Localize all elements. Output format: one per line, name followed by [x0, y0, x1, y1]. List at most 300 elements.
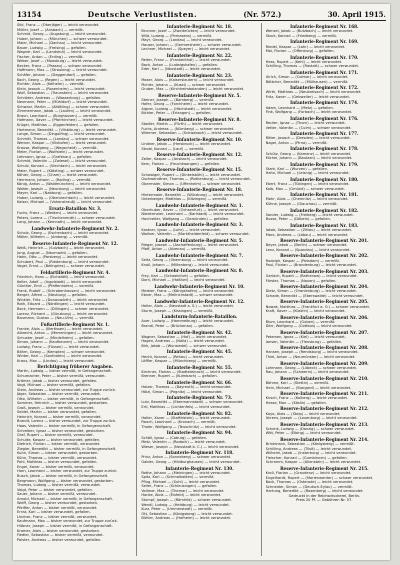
- list-entry: Ebert, Franz — (Tübingen) — leicht verwundet.: [265, 182, 350, 187]
- list-entry: Hesse, Max — (Köslin) — gefallen.: [265, 400, 327, 405]
- list-entry: Jäger, Sebastian — bisher vermißt, verwundet.: [17, 392, 101, 397]
- list-entry: Kraft, Xaver — (Küstrin) — leicht verwundet.: [265, 309, 346, 314]
- list-entry: Jung, August — (Neumarkt) — gefallen.: [17, 250, 88, 255]
- list-entry: Sander, Ludwig — (Freiberg) — leicht verwundet.: [265, 212, 354, 217]
- list-entry: Pichler, Johann — (Kusel) — schwer verwundet.: [141, 82, 227, 87]
- list-entry: Fritz, Xaver — (Gebweiler) — leicht verwundet.: [265, 94, 351, 99]
- section-heading: Landwehr-Infanterie-Regiment Nr. 7.: [155, 253, 244, 259]
- page-header: [17, 8, 386, 21]
- list-entry: Ziegler, Benedikt — bisher vermißt, in Gefangenschaft.: [17, 446, 117, 451]
- list-entry: Wagner, Sebastian — (Hof) — leicht verwundet.: [141, 334, 228, 339]
- list-entry: Schmid, Valentin — (Zwiesel) — leicht verwundet.: [17, 159, 107, 164]
- list-entry: Lehmann, Ignaz — (Grafenau) — gefallen.: [17, 154, 93, 159]
- section-heading: Infanterie-Regiment Nr. 23.: [166, 72, 233, 78]
- list-entry: Schubert, Paul — (Riedenburg) — leicht verwundet.: [17, 259, 110, 264]
- list-entry: Ebner, Max — (Mellrichstadt) — schwer verwundet.: [141, 293, 234, 298]
- list-entry: Lang, Johann — (Kemnath) — leicht verwundet.: [17, 220, 103, 225]
- list-entry: Graf, Rupert — bisher vermißt, verwundet.: [17, 433, 94, 438]
- list-entry: Kraus, Max — (Lindau) — leicht verwundet.: [17, 358, 95, 363]
- list-entry: Huber, Ludwig — (Oberviechtach) — leicht verwundet.: [17, 195, 116, 200]
- section-heading: Landwehr-Infanterie-Regiment Nr. 12.: [154, 298, 245, 304]
- section-heading: Reserve-Infanterie-Regiment Nr. 206.: [280, 314, 369, 320]
- section-heading: Landwehr-Infanterie-Regiment Nr. 3.: [155, 222, 244, 228]
- section-heading: Reserve-Infanterie-Regiment Nr. 213.: [280, 421, 369, 427]
- list-entry: Wolff, Georg — bisher verwundet, gestorben.: [17, 501, 99, 506]
- section-heading: Infanterie-Regiment Nr. 177.: [290, 131, 359, 137]
- list-entry: Stumpf, Joseph — (Römhild) — schwer verwundet.: [141, 498, 232, 503]
- list-entry: Lindner, Franz — bisher vermißt, verwundet.: [17, 514, 98, 519]
- section-heading: Reserve-Infanterie-Regiment Nr. 214.: [280, 437, 369, 443]
- list-entry: Pfaff, Anton — (Alzenau) — vermißt.: [141, 247, 207, 252]
- section-heading: Reserve-Infanterie-Regiment Nr. 12.: [156, 152, 243, 158]
- list-entry: Hofer, Georg — (Forchheim) — leicht verwundet.: [141, 102, 230, 107]
- list-entry: Blum, Leonhard — (Guben) — vermißt.: [265, 319, 336, 324]
- list-entry: Kroll, Florian — (Graudenz) — leicht verwundet.: [265, 471, 352, 476]
- list-entry: Vogel, Ernst — (Beilngries) — schwer verwundet.: [17, 264, 105, 269]
- list-entry: Müller, Josef — (Ansbach) — vermißt.: [17, 27, 84, 32]
- list-entry: Schuster, Josef — (Mindelheim) — gefallen.: [17, 335, 95, 340]
- list-entry: Paul, Florian — (Brandenburg) — leicht verwundet.: [265, 263, 358, 268]
- list-entry: Schwaiger, Rupert — (Dinkelsbühl) — leicht verwundet.: [141, 172, 242, 177]
- section-heading: Infanterie-Regiment Nr. 118.: [165, 450, 234, 456]
- list-entry: Hahn, Otto — (Parsberg) — leicht verwundet.: [17, 255, 99, 260]
- list-entry: Strobl, Konrad — (Lauf) — vermißt.: [141, 146, 205, 151]
- list-entry: Lutz, Benedikt — (Ebermannstadt) — schwer verwundet.: [141, 400, 244, 405]
- list-entry: Ulrich, Simon — (Colmar) — leicht verwundet.: [265, 75, 349, 80]
- section-heading: Infanterie-Regiment Nr. 18.: [166, 24, 233, 29]
- list-entry: Steiner, Joseph — (Bamberg) — vermißt.: [141, 97, 215, 102]
- section-heading: Reserve-Infanterie-Regiment Nr. 211.: [280, 391, 369, 397]
- section-heading: Infanterie-Regiment Nr. 172.: [290, 85, 359, 91]
- list-entry: Gschwendtner, Thomas — (Rothenburg) — leicht verwundet.: [141, 177, 251, 182]
- list-entry: Kolb, Max — (Gmünd) — schwer verwundet.: [265, 186, 345, 191]
- list-entry: Engelhardt, Rupert — (Marienwerder) — schwer verwundet.: [265, 475, 374, 480]
- list-entry: Hintermaier, Benedikt — (Würzburg) — leicht verwundet.: [141, 192, 245, 197]
- section-heading: Infanterie-Regiment Nr. 22.: [166, 52, 233, 58]
- list-entry: Kern, Florian — (Feuchtwangen) — gefallen.: [141, 161, 221, 166]
- section-heading: Reserve-Infanterie-Regiment Nr. 212.: [280, 406, 369, 412]
- list-entry: Albrecht, Anton — (Memmingen) — leicht verwundet.: [17, 331, 114, 336]
- section-heading: Infanterie-Regiment Nr. 178.: [290, 146, 359, 152]
- list-entry: Mayer, Karl — (Nabburg) — gefallen.: [17, 191, 83, 196]
- list-entry: Wallner, Valentin — (Marktheidenfeld) — schwer verwundet.: [141, 232, 250, 237]
- section-heading: Reserve-Infanterie-Regiment Nr. 205.: [280, 299, 369, 305]
- columns-container: [17, 23, 386, 556]
- section-heading: Berichtigung früherer Angaben.: [37, 364, 114, 370]
- list-entry: Braun, Leonhard — (Burghausen) — vermißt.: [17, 113, 98, 118]
- section-heading: Reserve-Infanterie-Regiment Nr. 8.: [158, 117, 241, 123]
- list-entry: Wimmer, Sebastian — (Schwabach) — leicht verwundet.: [141, 131, 243, 136]
- list-entry: Hölzl, Simon — (Pegnitz) — leicht verwundet.: [141, 389, 223, 394]
- list-entry: Voigt, Peter — bisher verwundet, gefallen.: [17, 487, 93, 492]
- list-entry: Weiß, Heinrich — (Sulzbach) — leicht verwundet.: [17, 246, 106, 251]
- list-entry: Ritter, Joseph — (Dresden) — leicht verwundet.: [265, 136, 351, 141]
- list-entry: Ahrens, Joseph — (Lauenburg) — leicht verwundet.: [265, 416, 358, 421]
- list-entry: Kirsch, Franz — (Kolberg) — leicht verwundet.: [265, 396, 349, 401]
- section-heading: Infanterie-Regiment Nr. 179.: [290, 161, 359, 167]
- section-heading: Infanterie-Regiment Nr. 45.: [166, 349, 233, 355]
- section-heading: Infanterie-Regiment Nr. 94.: [166, 430, 233, 436]
- list-entry: Hagen, Andreas — (Naila) — leicht verwundet.: [141, 339, 226, 344]
- list-entry: Oberhuber, Xaver — (Ochsenfurt) — leicht verwundet.: [141, 207, 240, 212]
- section-heading: Reserve-Infanterie-Regiment Nr. 204.: [280, 284, 369, 290]
- section-heading: Reserve-Infanterie-Regiment Nr. 201.: [280, 238, 369, 244]
- list-entry: Engel, Xaver — bisher vermißt, verwundet.: [17, 464, 95, 469]
- list-entry: Mai, Florian — (Offenburg) — gefallen.: [265, 49, 335, 54]
- section-heading: Reserve-Infanterie-Regiment Nr. 209.: [280, 360, 369, 366]
- section-heading: Reserve-Infanterie-Regiment Nr. 207.: [280, 329, 369, 335]
- list-entry: Schütz, Georg — (Kamenz) — leicht verwundet.: [265, 151, 352, 156]
- list-entry: Hansen, Joseph — (Rendsburg) — leicht verwundet.: [265, 350, 359, 355]
- list-entry: Koch, Georg — (Regen) — leicht verwundet.: [17, 77, 97, 82]
- list-entry: Arnold, Michael — bisher vermißt, in Gefangenschaft.: [17, 496, 114, 501]
- list-entry: Berger, Alfred — (Neuburg) — gefallen.: [17, 293, 88, 298]
- section-heading: Infanterie-Regiment Nr. 181.: [290, 192, 359, 198]
- list-entry: Otto, Wilhelm — bisher vermißt, in Gefangenschaft.: [17, 396, 110, 401]
- list-entry: Werner, Kaspar — (Vilshofen) — leicht verwundet.: [17, 141, 107, 146]
- list-entry: Böttcher, Benedikt — (Mülhausen) — vermißt.: [265, 79, 349, 84]
- list-entry: Haller, Xaver — (Staffelstein) — leicht verwundet.: [141, 415, 231, 420]
- section-heading: Infanterie-Regiment Nr. 66.: [166, 379, 233, 385]
- list-entry: Förster, Thomas — (Nauen) — gefallen.: [265, 278, 337, 283]
- list-entry: Lindner, Jakob — (Hersbruck) — leicht verwundet.: [141, 142, 232, 147]
- section-heading: Reserve-Infanterie-Regiment Nr. 203.: [280, 268, 369, 274]
- list-entry: Schröder, Andreas — (Wasserburg) — gefallen.: [17, 95, 102, 100]
- list-entry: Birk, Jakob — (Wunsiedel) — schwer verwundet.: [141, 343, 228, 348]
- list-entry: Stadler, Martin — (Fürth) — leicht verwundet.: [141, 122, 224, 127]
- list-entry: Schenk, Ludwig — (Danzig) — schwer verwundet.: [265, 426, 355, 431]
- list-entry: Schumacher, Peter — bisher vermißt, verwundet.: [17, 373, 106, 378]
- list-entry: König, Anton — (Waldmünchen) — leicht verwundet.: [17, 182, 112, 187]
- list-entry: Böhme, Karl — (Stettin) — vermißt.: [265, 381, 330, 386]
- list-entry: Meier, Florian — (Wolfstein) — leicht verwundet.: [17, 150, 105, 155]
- section-heading: Reserve-Infanterie-Regiment Nr. 12.: [32, 241, 118, 247]
- list-entry: Moser, Alois — (Kaiserslautern) — leicht verwundet.: [141, 77, 235, 82]
- list-entry: Reiter, Franz — (Frankenthal) — leicht verwundet.: [141, 58, 231, 63]
- section-heading: Reserve-Infanterie-Regiment Nr. 10.: [156, 136, 243, 142]
- footer-note: Gedruckt in der Reichsdruckerei, Berlin.: [288, 493, 361, 498]
- list-entry: Heinrich, Konrad — bisher vermißt, verwundet.: [17, 414, 102, 419]
- list-entry: Mayr, Georg — (Landau) — leicht verwundet.: [141, 38, 223, 43]
- list-entry: Spitz, Karl — (Schmalkalden) — vermißt.: [141, 475, 215, 480]
- list-entry: Fischer, Anton — (Erding) — vermißt.: [17, 54, 84, 59]
- list-entry: Aigner, Ludwig — (Höchstadt) — leicht verwundet.: [141, 106, 233, 111]
- list-entry: Böhm, Georg — (Kempten) — schwer verwundet.: [17, 349, 106, 354]
- list-entry: Richter, Alois — (Kelheim) — vermißt.: [17, 82, 85, 87]
- section-heading: Landwehr-Infanterie-Regiment Nr. 5.: [155, 237, 244, 243]
- list-entry: Wenzel, Jakob — (Butzbach) — leicht verwundet.: [265, 29, 354, 34]
- list-entry: Nowak, Matthias — (Frankfurt a. O.) — schwer verwundet.: [265, 304, 371, 309]
- list-entry: Sauer, Johann — bisher vermißt, verwundet.: [17, 492, 97, 497]
- list-entry: Herrmann, Johann — (Roding) — vermißt.: [17, 177, 92, 182]
- list-entry: Petersen, Ignaz — (Kiel) — leicht verwundet.: [265, 335, 346, 340]
- list-entry: Wirth, Matthias — (Neubreisach) — leicht verwundet.: [265, 90, 362, 95]
- list-entry: Schäfer, Johann — (Deggendorf) — gefallen.: [17, 73, 97, 78]
- list-entry: Schreiber, Ignaz — bisher verwundet, gestorben.: [17, 428, 106, 433]
- list-entry: Neumann, Peter — (Mühldorf) — leicht verwundet.: [17, 100, 108, 105]
- list-entry: Bichler, Peter — (Erlangen) — gefallen.: [141, 111, 212, 116]
- section-heading: Reserve-Infanterie-Regiment Nr. 15.: [156, 167, 243, 173]
- list-entry: Pfeiffer, Anton — bisher vermißt, verwundet.: [17, 505, 98, 510]
- section-heading: Infanterie-Regiment Nr. 55.: [166, 364, 233, 370]
- list-entry: Schilling, Thomas — (Rastatt) — schwer verwundet.: [265, 64, 360, 69]
- list-entry: Jansen, Valentin — (Flensburg) — gefallen.: [265, 339, 343, 344]
- list-entry: Martin, Ludwig — bisher vermißt, in Gefangenschaft.: [17, 369, 112, 374]
- list-entry: Ludwig, Franz — (Füssen) — leicht verwundet.: [17, 345, 100, 350]
- publication-title: Deutsche Verlustlisten.: [87, 9, 198, 19]
- section-heading: Reserve-Infanterie-Regiment Nr. 215.: [280, 465, 369, 471]
- list-entry: Wieser, Joseph — (Neustadt b. C.) — leicht verwundet.: [141, 444, 240, 449]
- list-entry: Günther, Emil — (Pfaffenhofen) — vermißt.: [17, 284, 95, 289]
- list-entry: Schwarz, Martin — (Altötting) — schwer verwundet.: [17, 104, 111, 109]
- section-heading: Reserve-Infanterie-Regiment Nr. 18.: [156, 187, 243, 193]
- list-entry: Maier, Rupert — (Kötzting) — schwer verwundet.: [17, 168, 105, 173]
- list-entry: Simon, Johann — (Kaufbeuren) — leicht verwundet.: [17, 340, 110, 345]
- list-entry: Winter, Karl — (Sonthofen) — leicht verwundet.: [17, 354, 103, 359]
- list-entry: Kirchner, Florian — (Stadtsteinach) — leicht verwundet.: [141, 369, 242, 374]
- list-entry: Peters, Lorenz — (Tirschenreuth) — schwer verwundet.: [17, 215, 116, 220]
- list-entry: Wolf, Sebastian — (Traunstein) — leicht verwundet.: [17, 91, 110, 96]
- section-heading: Infanterie-Regiment Nr. 180.: [290, 176, 359, 182]
- list-entry: Adam, Leonhard — (Metz) — gefallen.: [265, 105, 334, 110]
- list-entry: Schmid, Georg — (Augsburg) — leicht verwundet.: [17, 32, 107, 37]
- section-heading: Feldartillerie-Regiment Nr. 4.: [40, 269, 110, 275]
- list-entry: Hartung, Benedikt — (Rosenberg) — leicht verwundet.: [265, 489, 364, 494]
- list-entry: Vogt, Michael — bisher vermißt, gefallen.: [17, 383, 92, 388]
- list-entry: Walter, Joseph — (Neunburg) — leicht verwundet.: [17, 186, 107, 191]
- list-entry: Schramm, Kaspar — (Allenstein) — leicht verwundet.: [265, 460, 362, 465]
- list-entry: Lange, Simon — (Dingolfing) — leicht verwundet.: [17, 132, 106, 137]
- section-heading: Reserve-Infanterie-Regiment Nr. 202.: [280, 253, 369, 259]
- list-entry: Brunner, Josef — (Zweibrücken) — leicht verwundet.: [141, 29, 236, 34]
- section-heading: Reserve-Infanterie-Regiment Nr. 208.: [280, 345, 369, 351]
- list-entry: Auer, Ludwig — (Hammelburg) — leicht verwundet.: [141, 319, 235, 324]
- list-entry: Ernst, Karl — bisher verwundet, gefallen.: [17, 510, 91, 515]
- list-entry: Dorn, Michael — (Haßfurt) — leicht verwundet.: [141, 278, 226, 283]
- list-entry: Zeller, Kaspar — (Ansbach) — leicht verwundet.: [141, 157, 228, 162]
- list-entry: Kramer, Alois — bisher verwundet, gestorben.: [17, 528, 101, 533]
- list-entry: Brandt, Lorenz — bisher verwundet, zur Truppe zurück.: [17, 419, 117, 424]
- list-entry: Schulz, Konrad — (Viechtach) — leicht verwundet.: [17, 163, 108, 168]
- list-entry: Witt, Peter — (Elbing) — leicht verwundet.: [265, 431, 342, 436]
- list-entry: Hartmann, Benedikt — (Vilsbiburg) — leicht verwundet.: [17, 127, 117, 132]
- section-heading: Ersatz-Bataillon Nr. 3.: [48, 205, 102, 211]
- list-entry: Stock, Konrad — (Friedberg) — vermißt.: [265, 33, 338, 38]
- list-entry: Schöll, Ignaz — (Coburg) — gefallen.: [141, 435, 208, 440]
- list-entry: Fleischer, Konrad — (Gumbinnen) — gefallen.: [265, 455, 348, 460]
- list-entry: Krüger, Matthias — (Eggenfelden) — gefallen.: [17, 123, 100, 128]
- list-entry: Kuhn, Simon — bisher verwundet, gestorben.: [17, 451, 99, 456]
- list-entry: Weber, Josef — (Moosburg) — leicht verwundet.: [17, 59, 103, 64]
- list-entry: Rothe, Johann — (Meiningen) — leicht verwundet.: [141, 470, 231, 475]
- list-entry: Polster, Andreas — bisher verwundet, gefallen.: [17, 537, 102, 542]
- list-entry: Pflug, Michael — (Suhl) — leicht verwundet.: [141, 479, 221, 484]
- list-entry: Hecht, Konrad — (Rehau) — leicht verwundet.: [141, 354, 225, 359]
- section-heading: Landwehr-Infanterie-Regiment Nr. 8.: [155, 268, 244, 274]
- list-entry: Stark, Karl — (Wurzen) — gefallen.: [265, 166, 329, 171]
- list-entry: Lenz, Konrad — (Spandau) — leicht verwundet.: [265, 247, 351, 252]
- list-entry: Schade, Benedikt — (Eberswalde) — leicht verwundet.: [265, 293, 364, 298]
- list-entry: Beyer, Jakob — (Berlin) — schwer verwundet.: [265, 243, 348, 248]
- list-entry: Hochreiter, Wolfgang — (Gemünden) — gefallen.: [141, 216, 230, 221]
- list-entry: Dörr, Wolfgang — (Cottbus) — leicht verwundet.: [265, 324, 353, 329]
- list-entry: Seiler, Franz — (Schleusingen) — gefallen.: [141, 484, 218, 489]
- list-entry: Holzer, Thomas — (Bayreuth) — leicht verwundet.: [141, 385, 232, 390]
- list-entry: Hess, Rupert — (Kehl) — leicht verwundet.: [265, 59, 343, 64]
- list-entry: Busch, Jakob — bisher vermißt, in Gefangenschaft.: [17, 473, 109, 478]
- list-entry: Roth, Eduard — (Nördlingen) — leicht verwundet.: [17, 302, 106, 307]
- list-entry: Rieger, Joseph — (Aschaffenburg) — leicht verwundet.: [141, 242, 240, 247]
- list-entry: Wild, Ludwig — (Pirmasens) — vermißt.: [141, 33, 213, 38]
- list-entry: Obermaier, Simon — (Uffenheim) — schwer verwundet.: [141, 181, 242, 186]
- list-entry: Lohmann, Georg — (Lübeck) — schwer verwundet.: [265, 365, 358, 370]
- list-entry: Löffler, Kaspar — (Münchberg) — vermißt.: [141, 359, 217, 364]
- list-entry: Fuchs, Franz — (Weiden) — leicht verwundet.: [17, 211, 99, 216]
- list-entry: Frank, Rudolf — (Schrobenhausen) — leicht verwundet.: [17, 288, 117, 293]
- list-entry: Frey, Karl — (Schweinfurt) — gefallen.: [141, 273, 210, 278]
- list-entry: Michel, Johann — (Bautzen) — leicht verwundet.: [265, 156, 353, 161]
- list-entry: Haas, Valentin — bisher vermißt, in Gefangenschaft.: [17, 423, 112, 428]
- list-entry: Kaufmann, Max — bisher verwundet, zur Truppe zurück.: [17, 519, 118, 524]
- list-entry: Niedermaier, Leonhard — (Karlstadt) — leicht verwundet.: [141, 212, 245, 217]
- list-entry: Prinz, Anton — (Sonneberg) — schwer verwundet.: [141, 455, 232, 460]
- list-entry: Kühn, Thomas — bisher vermißt, verwundet.: [17, 455, 98, 460]
- list-entry: Ertl, Matthias — (Lichtenfels) — leicht verwundet.: [141, 405, 231, 409]
- list-entry: Schmitt, Thomas — (Landau) — schwer verwundet.: [17, 136, 110, 141]
- section-heading: Infanterie-Regiment Nr. 82.: [166, 410, 233, 416]
- column-2: [141, 23, 261, 556]
- list-entry: Hanke, Alois — (Eisfeld) — leicht verwundet.: [141, 493, 222, 498]
- list-entry: Hahn, Michael — (Leisnig) — leicht verwundet.: [265, 171, 350, 176]
- list-entry: Rau, Johann — (Schwerin) — leicht verwundet.: [265, 370, 350, 375]
- list-entry: Lechner, Michael — (Speyer) — leicht verwundet.: [141, 47, 231, 52]
- list-entry: Heller, Alois — (Neustadt a. S.) — leicht verwundet.: [141, 304, 235, 309]
- list-entry: Huber, Johann — (München) — schwer verwundet.: [17, 36, 108, 41]
- list-entry: Gruber, Max — (Kirchheimbolanden) — leicht verwundet.: [141, 87, 245, 92]
- list-entry: Kaya, Alois — (Stolp) — leicht verwundet.: [265, 411, 341, 416]
- list-entry: Vollmer, Max — (Themar) — leicht verwundet.: [141, 488, 225, 493]
- list-entry: Beck, Hermann — (Dillingen) — schwer verwundet.: [17, 306, 110, 311]
- section-heading: Infanterie-Regiment Nr. 42.: [166, 329, 233, 335]
- list-entry: Eder, Karl — (Neustadt) — leicht verwundet.: [141, 67, 222, 72]
- section-heading: Reserve-Infanterie-Regiment Nr. 5.: [158, 92, 241, 98]
- list-entry: Unterberger, Matthias — (Kitzingen) — vermißt.: [141, 197, 228, 202]
- list-entry: Jakob, Sebastian — (Zittau) — leicht verwundet.: [265, 228, 353, 233]
- section-heading: Infanterie-Regiment Nr. 171.: [290, 69, 359, 75]
- list-entry: Hübner, Joseph — bisher vermißt, in Gefangenschaft.: [17, 524, 113, 528]
- list-entry: Kühne, Joseph — (Glauchau) — vermißt.: [265, 202, 338, 207]
- list-entry: Metz, Valentin — (Rodach) — leicht verwundet.: [141, 440, 226, 445]
- section-heading: Landwehr-Infanterie-Regiment Nr. 1.: [155, 202, 244, 208]
- list-entry: Scholz, Georg — (Eschenbach) — leicht verwundet.: [17, 230, 110, 235]
- column-1: [17, 23, 137, 556]
- section-heading: Infanterie-Regiment Nr. 169.: [290, 39, 359, 45]
- list-entry: Hoffmann, Max — (Straubing) — leicht verwundet.: [17, 68, 108, 73]
- list-entry: Hauser, Johann — (Germersheim) — schwer verwundet.: [141, 42, 242, 47]
- list-entry: Dietrich, Florian — bisher vermißt, verwundet.: [17, 442, 101, 447]
- section-heading: Reserve-Infanterie-Regiment Nr. 210.: [280, 375, 369, 381]
- list-entry: Seitz, Georg — (Obernburg) — leicht verwundet.: [141, 258, 229, 263]
- list-entry: Kastner, Ignaz — (Lohr) — leicht verwundet.: [141, 227, 221, 232]
- list-entry: Sturm, Joseph — (Kissingen) — vermißt.: [141, 308, 214, 313]
- list-entry: Seidel, Martin — bisher verwundet, gefallen.: [17, 410, 97, 415]
- list-entry: Brandl, Peter — (Brückenau) — gefallen.: [141, 323, 214, 328]
- list-entry: Friedrich, Hans — (Eichstätt) — leicht verwundet.: [17, 275, 106, 280]
- list-entry: Krämer, Jakob — bisher verwundet, gefallen.: [17, 378, 98, 383]
- list-entry: Baumann, Gustav — (Neu-Ulm) — vermißt.: [17, 316, 95, 321]
- list-entry: Bock, Thomas — (Osterode) — leicht verwundet.: [265, 480, 354, 485]
- section-heading: Infanterie-Regiment Nr. 174.: [290, 100, 359, 106]
- list-entry: Knoll, Johann — (Miltenberg) — leicht verwundet.: [141, 262, 230, 267]
- list-entry: Kurz, Peter — (Ummerstadt) — vermißt.: [141, 507, 213, 512]
- list-entry: Gerlach, Rupert — (Rathenow) — leicht verwundet.: [265, 273, 358, 278]
- section-heading: Infanterie-Regiment Nr. 170.: [290, 54, 359, 60]
- list-entry: Fink, Wolfgang — (Forbach) — leicht verwundet.: [265, 110, 353, 115]
- list-entry: Reuter, Ignaz — (Thorn) — leicht verwundet.: [265, 120, 346, 125]
- list-entry: Marx, Andreas — (Löbau) — leicht verwundet.: [265, 232, 349, 237]
- section-heading: Landsturm-Infanterie-Bataillon.: [161, 314, 238, 320]
- list-entry: Groß, Joseph — bisher vermißt, verwundet.: [17, 405, 95, 410]
- list-entry: Krause, Wolfgang — (Wegscheid) — vermißt.: [17, 145, 98, 150]
- list-entry: Vetter, Valentin — (Culm) — schwer verwundet.: [265, 125, 352, 130]
- list-entry: Fuchs, Andreas — (Nürnberg) — schwer verwundet.: [141, 126, 235, 131]
- list-entry: Fiedler, Sebastian — bisher vermißt, verwundet.: [17, 533, 104, 538]
- section-heading: Fußartillerie-Regiment Nr. 1.: [40, 321, 110, 327]
- section-heading: Infanterie-Regiment Nr. 176.: [290, 115, 359, 121]
- list-entry: Möller, Wilhelm — (Amberg) — vermißt.: [17, 235, 89, 240]
- section-heading: Infanterie-Regiment Nr. 183.: [290, 222, 359, 228]
- list-entry: Bühler, Andreas — (Hofheim) — leicht verwundet.: [141, 516, 232, 521]
- list-entry: Sibl, Franz — (Oberjäger) — leicht verwundet.: [17, 23, 100, 27]
- list-entry: Busse, Peter — (Döbeln) — gefallen.: [265, 217, 331, 222]
- list-entry: Thiel, Anton — (Neumünster) — leicht verwundet.: [265, 354, 356, 359]
- list-entry: Gabler, Georg — (Hildburghausen) — leicht verwundet.: [141, 459, 241, 464]
- list-entry: Winkler, Fritz — (Donauwörth) — leicht verwundet.: [17, 297, 109, 302]
- list-entry: Rudolph, Kaspar — (Potsdam) — vermißt.: [265, 258, 341, 263]
- list-entry: Riedel, Kaspar — (Lahr) — leicht verwundet.: [265, 44, 346, 49]
- list-entry: Schulte, Kaspar — bisher verwundet, gefallen.: [17, 437, 101, 442]
- list-entry: Stein, Andreas — bisher verwundet, zur Truppe zurück.: [17, 387, 117, 392]
- list-entry: Bauer, Ludwig — (Freising) — gefallen.: [17, 45, 87, 50]
- list-entry: Horn, Leonhard — bisher verwundet, zur Truppe zurück.: [17, 469, 118, 474]
- list-entry: Wendl, Ludwig — (Heldburg) — leicht verwundet.: [141, 502, 230, 507]
- list-entry: Bach, Anton — (Ludwigshafen) — gefallen.: [141, 62, 219, 67]
- list-entry: Ott, Sebastian — (Königsberg) — leicht verwundet.: [141, 511, 233, 516]
- list-entry: Franke, Alois — (Illertissen) — leicht verwundet.: [17, 326, 104, 331]
- list-entry: Rauch, Leonhard — (Kronach) — vermißt.: [141, 420, 216, 425]
- section-heading: Landwehr-Infanterie-Regiment Nr. 2.: [31, 225, 119, 231]
- page-number: 13154: [17, 9, 42, 19]
- list-entry: Köhler, Georg — (Cham) — leicht verwundet.: [17, 173, 98, 178]
- footer-note: Preis 20 Pf. — Gebühren Nr. 57.: [296, 498, 353, 503]
- list-entry: Thaler, Wolfgang — (Teuschnitz) — leicht verwundet.: [141, 424, 237, 429]
- list-entry: Kaiser, Michael — (Vohenstrauß) — leicht verwundet.: [17, 200, 113, 205]
- list-entry: Keller, Adolf — (Ingolstadt) — leicht verwundet.: [17, 279, 103, 284]
- list-entry: Nagel, Anton — (Pirna) — vermißt.: [265, 140, 328, 145]
- section-heading: Infanterie-Regiment Nr. 182.: [290, 207, 359, 213]
- list-entry: Wilhelm, Jakob — (Insterburg) — leicht verwundet.: [265, 451, 357, 456]
- section-heading: Infanterie-Regiment Nr. 73.: [166, 395, 233, 401]
- section-heading: Landwehr-Infanterie-Regiment Nr. 10.: [154, 283, 245, 289]
- section-heading: Infanterie-Regiment Nr. 168.: [290, 24, 359, 29]
- newspaper-page: [13, 4, 390, 560]
- list-entry: Becker, Franz — (Passau) — schwer verwundet.: [17, 63, 103, 68]
- list-entry: Meister, Franz — (Königshofen) — leicht verwundet.: [141, 288, 235, 293]
- list-entry: Hein, Michael — (Stargard) — leicht verwundet.: [265, 385, 352, 390]
- list-entry: Maier, Michael — (Dachau) — leicht verwundet.: [17, 41, 103, 46]
- list-entry: Pohl, Matthias — bisher verwundet, gefallen.: [17, 460, 98, 465]
- list-entry: Schilling, Andreas — (Tilsit) — leicht verwundet.: [265, 446, 353, 451]
